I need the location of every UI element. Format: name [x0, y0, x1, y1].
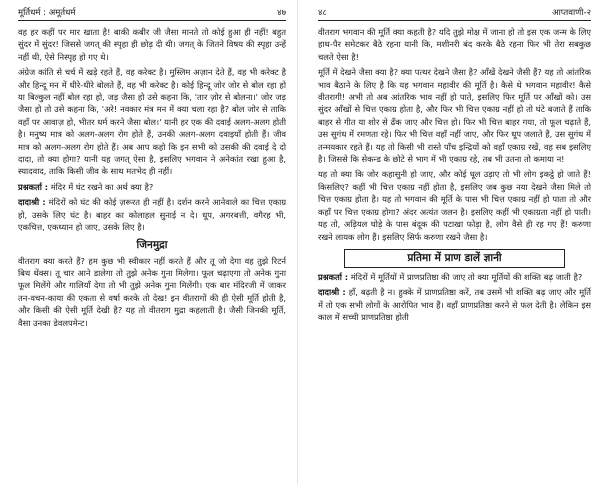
answer-text: मंदिरों को घंट की कोई ज़रूरत ही नहीं है। दर्शन करने आनेवाले का चित्त एकाग्र हो, उसके लिए घंट है। बाहर का कोलाहल सुनाई न दे। धूप, अगरबत्ती, वगैरह भी, एकचित्त, एकध्यान हो जाए, उसके लिए है। — [18, 197, 287, 233]
left-page-header — [18, 6, 286, 21]
left-page — [0, 0, 294, 484]
questioner-label: प्रश्नकर्ता : — [318, 271, 349, 282]
left-page-body — [18, 26, 286, 329]
answerer-label: दादाश्री : — [318, 287, 346, 298]
right-paragraph-2: मूर्ति में देखने जैसा क्या है? क्या पत्थर देखने जैसा है? आँखें देखने जैसी हैं? यह तो आंतरिक भाव बैठाने के लिए है कि यह भगवान महावीर की मूर्ति है। कैसे थे भगवान महावीर! कैसे वीतरागी! अभी तो अब आंतरिक भाव नहीं हो पाते, इसलिए फिर मूर्ति पर आँखों को। उस सुंदर आँखों से चित्त एकाग्र होता है, और फिर भी चित्त एकाग्र नहीं हो तो घंटे बजाते हैं ताकि बाहर से गीत या शोर से ढँक जाए और चित्त हो। फिर भी चित्त बाहर गया, तो फूल चढ़ाते हैं, उस सुगंध में रमणता रहे। फिर भी चित्त वहाँ नहीं जाए, और फिर धूप जलाते हैं, उस सुगंध में तन्मयकार रहते हैं। यह तो किसी भी रास्ते पाँच इन्द्रियों को वहाँ एकाग्र रखें, वह सब इसलिए है। जिससे कि सेकन्ड के छोटे से भाग में भी एकाग्र रहे, तब भी उतना तो कमाया न! — [318, 67, 591, 165]
right-answer — [318, 286, 591, 323]
left-header-title: मूर्तिधर्म : अमूर्तधर्म — [18, 8, 76, 18]
question-text: मंदिरों में मूर्तियों में प्राणप्रतिष्ठा की जाए तो क्या मूर्तियों की शक्ति बढ़ जाती है? — [350, 271, 583, 282]
questioner-label: प्रश्नकर्ता : — [18, 181, 49, 192]
right-paragraph-3: यह तो क्या कि जोर कहासुनी हो जाए, और कोई धूल उड़ाए तो भी लोग इकट्ठे हो जाते हैं! किसलिए? कहीं भी चित्त एकाग्र नहीं होता है, इसलिए जब कुछ नया देखने जैसा मिले तो चित्त एकाग्र होता है। यह तो भगवान की मूर्ति के पास भी चित्त एकाग्र नहीं हो पाता तो और कहाँ पर चित्त एकाग्र होगा? अंदर अत्यंत जलन है। इसलिए कहीं भी एकाग्रता नहीं हो पाती। यह तो, अड़ियल घोड़े के पास बंदूक की पटाखा फोड़ा है, लोग वैसे ही रह गए हैं! करुणा रखने लायक लोग हैं। इसलिए सिर्फ करुणा रखने जैसा है। — [318, 169, 591, 242]
section-heading-pratima-boxed: प्रतिमा में प्राण डालें ज्ञानी — [344, 249, 565, 268]
right-page-header — [318, 6, 591, 21]
left-answer — [18, 196, 286, 233]
section-heading-jinmudra: जिनमुद्रा — [136, 238, 168, 251]
left-paragraph-3: वीतराग क्या करते हैं? हम कुछ भी स्वीकार नहीं करते हैं और तू जो देगा वह तुझे रिटर्न बिथ थेंक्स। तू चार आने डालेगा तो तुझे अनेक गुना मिलेगा। फूल चढ़ाएगा तो अनेक गुना फूल मिलेंगे और गालियाँ देगा तो भी तुझे अनेक गुना मिलेंगी। एक बार मंदिरजी में जाकर तन-वचन-काया की एकता से वर्षा करके तो देख! इन वीतरागों की ही ऐसी मूर्ति होती है, और किसी की ऐसी मूर्ति देखी है? यह तो वीतराग मुद्रा कहलाती है। जैसी जिनकी मूर्ति, वैसा उनका डेवलपमेन्ट। — [18, 255, 286, 328]
left-page-number: ४७ — [277, 8, 286, 18]
left-question — [18, 181, 286, 193]
right-page — [304, 0, 599, 484]
right-paragraph-1: वीतराग भगवान की मूर्ति क्या कहती है? यदि तुझे मोक्ष में जाना हो तो इस एक जन्म के लिए हाथ-पैर समेटकर बैठे रहना यानी कि, मशीनरी बंद करके बैठे रहना फिर भी तेरा सबकुछ चलते ऐसा है! — [318, 27, 591, 62]
answerer-label: दादाश्री : — [18, 197, 46, 208]
page-gutter — [297, 0, 298, 484]
left-paragraph-1: वह हर कहीं पर मार खाता है! बाकी कबीर जी जैसा मानते तो कोई हुआ ही नहीं! बहुत सुंदर में सुंदर! जिससे जगत् की स्पृहा ही छोड़ दी थी। जगत् के जितने विषय की स्पृहा उन्हें नहीं थी, ऐसे निस्पृह हो गए थे। — [18, 27, 286, 62]
right-page-body — [318, 26, 591, 324]
answer-text: हाँ, बढ़ती है न। हुक्के में प्राणप्रतिष्ठा करें, तब उसमें भी शक्ति बढ़ जाए और मूर्ति में तो एक सभी लोगों के आरोपित भाव हैं। वहाँ प्राणप्रतिष्ठा करने से फल देती है। लेकिन इस काल में सच्ची प्राणप्रतिष्ठा होती — [318, 287, 591, 323]
right-page-number: ४८ — [318, 8, 327, 18]
left-paragraph-2: अंग्रेज कांति से चर्च में खड़े रहते हैं, वह करेक्ट है। मुस्लिम अज़ान देते हैं, वह भी करेक्ट है और हिन्दू मन में धीरे-धीरे बोलते हैं, वह भी करेक्ट है। कोई हिन्दू जोर जोर से बोल रहा हो या बिल्कुल नहीं बोल रहा हो, जड़ जैसा हो उसे कहना कि, 'तार ज़ोर से बोलना।' जोर जड़ जैसा हो तो उसे कहना कि, 'अरे! नवकार मंत्र मन में क्या चला रहा है? बोल जोर से ताकि वहाँ पर आवाज़ हो, भीतर धर्म करने जैसा बोल।' यानी हर एक की दवाई अलग-अलग होती है। मनुष्य मात्र को अलग-अलग रोग होते हैं, उनकी अलग-अलग दवाइयाँ होती हैं। जीव मात्र को अलग-अलग रोग होते हैं। अब आप कहो कि इन सभी को उसकी की दवाई दे दो दादा, तो क्या होगा? यानी यह जगत् ऐसा है, इसलिए भगवान ने अनेकांत रखा हुआ है, स्यादवाद, ताकि किसी जीव के साथ मतभेद ही नहीं। — [18, 67, 286, 177]
question-text: मंदिर में घंट रखने का अर्थ क्या है? — [50, 181, 154, 192]
right-question — [318, 271, 591, 283]
right-header-title: आप्तवाणी-२ — [552, 8, 591, 18]
